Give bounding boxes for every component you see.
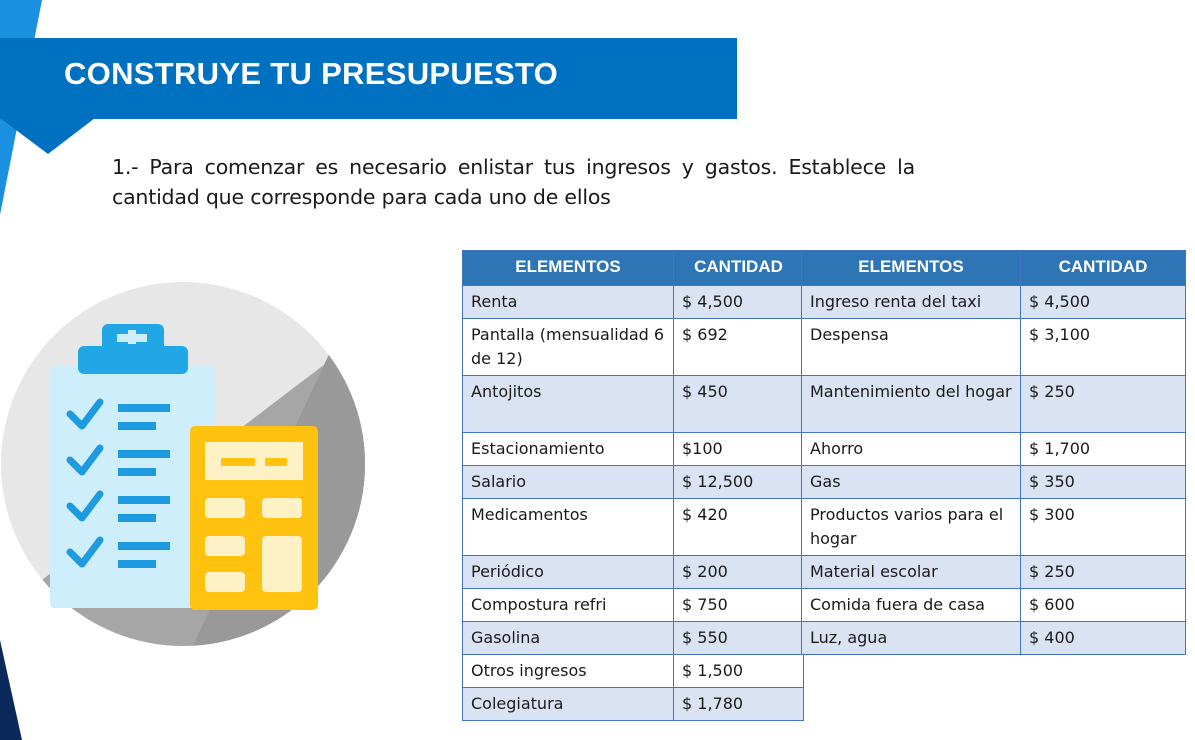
clipboard-calculator-icon [0,282,380,652]
element-cell: Estacionamiento [463,433,674,466]
banner-tail-shape [0,118,100,158]
element-cell: Antojitos [463,376,674,433]
amount-cell: $ 3,100 [1021,319,1186,376]
amount-cell: $ 200 [674,556,804,589]
table-row [802,556,1186,589]
element-cell: Mantenimiento del hogar [802,376,1021,433]
amount-cell: $ 420 [674,499,804,556]
element-cell: Pantalla (mensualidad 6 de 12) [463,319,674,376]
element-cell: Renta [463,286,674,319]
element-cell: Gasolina [463,622,674,655]
table-row [802,589,1186,622]
table-row [463,589,804,622]
amount-cell: $ 250 [1021,376,1186,433]
table-row [802,622,1186,655]
table-row [463,622,804,655]
amount-cell: $ 300 [1021,499,1186,556]
instruction-text: 1.- Para comenzar es necesario enlistar tus ingresos y gastos. Establece la cantidad que corresponde para cada uno de ellos [112,155,915,209]
amount-cell: $ 4,500 [1021,286,1186,319]
table-row [463,556,804,589]
element-cell: Productos varios para el hogar [802,499,1021,556]
element-cell: Luz, agua [802,622,1021,655]
table-row [802,433,1186,466]
element-cell: Compostura refri [463,589,674,622]
column-header-elementos: ELEMENTOS [463,251,674,286]
amount-cell: $ 4,500 [674,286,804,319]
table-row [802,319,1186,376]
table-row [463,376,804,433]
table-row [463,466,804,499]
element-cell: Ingreso renta del taxi [802,286,1021,319]
amount-cell: $ 550 [674,622,804,655]
amount-cell: $ 600 [1021,589,1186,622]
element-cell: Medicamentos [463,499,674,556]
element-cell: Colegiatura [463,688,674,721]
column-header-cantidad: CANTIDAD [1021,251,1186,286]
amount-cell: $ 1,700 [1021,433,1186,466]
amount-cell: $ 400 [1021,622,1186,655]
budget-table-right [801,250,1186,655]
amount-cell: $100 [674,433,804,466]
table-row [463,319,804,376]
amount-cell: $ 692 [674,319,804,376]
column-header-cantidad: CANTIDAD [674,251,804,286]
element-cell: Ahorro [802,433,1021,466]
amount-cell: $ 350 [1021,466,1186,499]
amount-cell: $ 1,500 [674,655,804,688]
element-cell: Material escolar [802,556,1021,589]
amount-cell: $ 1,780 [674,688,804,721]
element-cell: Comida fuera de casa [802,589,1021,622]
table-row [463,655,804,688]
table-row [802,376,1186,433]
table-row [463,433,804,466]
element-cell: Gas [802,466,1021,499]
amount-cell: $ 750 [674,589,804,622]
column-header-elementos: ELEMENTOS [802,251,1021,286]
element-cell: Periódico [463,556,674,589]
budget-table-left [462,250,804,721]
element-cell: Salario [463,466,674,499]
table-row [802,466,1186,499]
amount-cell: $ 450 [674,376,804,433]
table-row [463,499,804,556]
table-row [463,286,804,319]
amount-cell: $ 12,500 [674,466,804,499]
table-row [802,286,1186,319]
table-row [463,688,804,721]
page-title: CONSTRUYE TU PRESUPUESTO [64,56,559,91]
element-cell: Otros ingresos [463,655,674,688]
table-row [802,499,1186,556]
element-cell: Despensa [802,319,1021,376]
amount-cell: $ 250 [1021,556,1186,589]
